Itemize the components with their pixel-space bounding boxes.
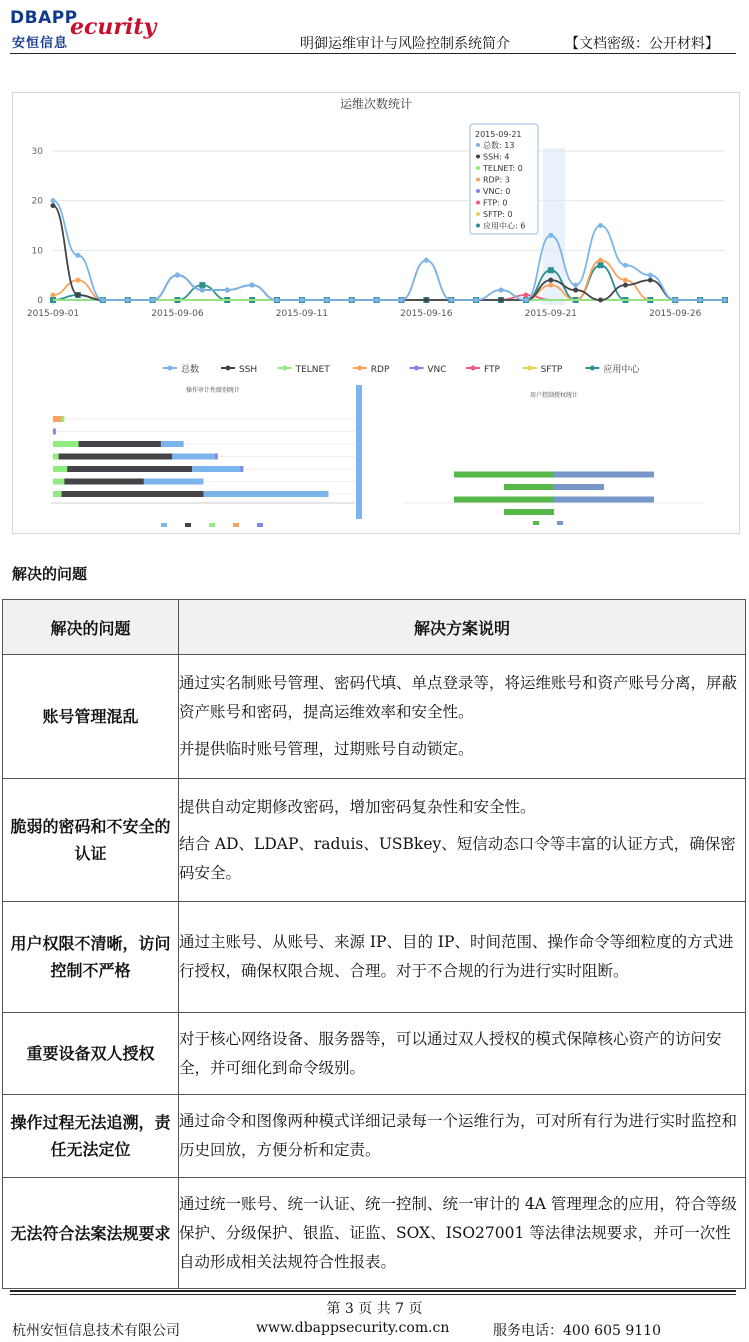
footer-divider-thin — [10, 1294, 736, 1295]
table-row — [3, 1095, 746, 1178]
data-point — [523, 298, 528, 303]
solution-cell — [179, 779, 746, 902]
mini-chart-right — [403, 391, 705, 525]
tooltip-line: FTP: 0 — [483, 198, 508, 208]
tooltip-marker — [476, 201, 480, 205]
tooltip-line: 总数: 13 — [483, 141, 515, 150]
mini-chart-left-title: 操作审计性级别统计 — [185, 387, 241, 394]
y-tick-label: 10 — [31, 246, 43, 257]
legend-label: FTP — [484, 365, 500, 375]
mini-bar — [62, 416, 65, 422]
mini-bar-green — [504, 509, 554, 515]
mini-bar — [204, 491, 329, 497]
mini-bar-blue — [554, 484, 604, 490]
data-point — [150, 298, 155, 303]
data-point — [100, 298, 105, 303]
problem-cell: 账号管理混乱 — [3, 655, 179, 779]
data-point — [499, 298, 504, 303]
legend-label: SSH — [239, 365, 258, 375]
company-logo: DBAPP — [10, 8, 78, 28]
chart-tooltip — [470, 124, 538, 234]
data-point — [598, 223, 603, 228]
company-logo-cn: 安恒信息 — [12, 36, 69, 51]
data-point — [51, 203, 56, 208]
table-header-solution: 解决方案说明 — [179, 600, 746, 655]
data-point — [723, 298, 728, 303]
mini-chart-left — [51, 385, 362, 527]
data-point — [623, 278, 628, 283]
tooltip-date: 2015-09-21 — [475, 130, 522, 139]
mini-bar — [53, 429, 56, 435]
table-header-row — [3, 600, 746, 655]
x-tick-label: 2015-09-01 — [26, 309, 80, 319]
problem-cell: 无法符合法案法规要求 — [3, 1178, 179, 1289]
mini-bar-green — [454, 472, 554, 478]
mini-bar-blue — [554, 497, 654, 503]
data-point — [299, 298, 304, 303]
data-point — [399, 298, 404, 303]
y-tick-label: 0 — [37, 296, 43, 306]
data-point — [623, 263, 628, 268]
legend-marker — [414, 366, 419, 371]
x-tick-label: 2015-09-21 — [524, 309, 577, 319]
legend-marker — [226, 366, 231, 371]
legend-marker — [590, 366, 595, 371]
footer-phone: 服务电话：400 605 9110 — [493, 1323, 661, 1339]
problem-cell: 脆弱的密码和不安全的认证 — [3, 779, 179, 902]
mini-bar — [64, 479, 144, 485]
data-point — [648, 278, 653, 283]
mini-bar — [53, 479, 64, 485]
mini-bar — [53, 491, 62, 497]
header-divider — [10, 53, 736, 54]
page-number: 第 3 页 共 7 页 — [326, 1301, 423, 1317]
solution-text: 通过统一账号、统一认证、统一控制、统一审计的 4A 管理理念的应用，符合等级保护、分级保护、银监、证监、SOX、ISO27001 等法律法规要求，并可一次性自动形成相关法规符合性报表。 — [179, 1194, 737, 1271]
section-heading: 解决的问题 — [12, 565, 88, 583]
mini-legend-swatch — [161, 523, 167, 527]
data-point — [548, 267, 554, 273]
chart-title: 运维次数统计 — [339, 97, 413, 111]
x-tick-label: 2015-09-16 — [400, 309, 453, 319]
legend-label: TELNET — [295, 365, 330, 375]
tooltip-marker — [476, 212, 480, 216]
solution-text: 通过主账号、从账号、来源 IP、目的 IP、时间范围、操作命令等细粒度的方式进行授权，确保权限合规、合理。对于不合规的行为进行实时阻断。 — [179, 933, 734, 980]
solution-cell — [179, 1095, 746, 1178]
footer-company: 杭州安恒信息技术有限公司 — [12, 1323, 180, 1339]
problem-solution-table — [2, 599, 746, 1289]
data-point — [374, 298, 379, 303]
mini-chart-right-title: 用户控制授权统计 — [529, 392, 579, 399]
problem-cell: 用户权限不清晰，访问控制不严格 — [3, 902, 179, 1013]
solution-text: 并提供临时账号管理，过期账号自动锁定。 — [179, 740, 474, 758]
data-point — [75, 253, 80, 258]
legend-marker — [471, 366, 476, 371]
mini-chart-scrollbar — [356, 385, 362, 519]
data-point — [349, 298, 354, 303]
data-point — [424, 298, 429, 303]
solution-text: 通过实名制账号管理、密码代填、单点登录等，将运维账号和资产账号分离，屏蔽资产账号和密码，提高运维效率和安全性。 — [179, 674, 738, 721]
data-point — [225, 288, 230, 293]
solution-text: 提供自动定期修改密码，增加密码复杂性和安全性。 — [179, 797, 536, 816]
legend-marker — [527, 366, 532, 371]
x-tick-label: 2015-09-06 — [151, 309, 204, 319]
mini-legend-swatch — [185, 523, 191, 527]
classification-label: 【文档密级：公开材料】 — [565, 36, 719, 52]
data-point — [573, 283, 578, 288]
tooltip-marker — [476, 224, 480, 228]
mini-bar — [67, 466, 192, 472]
document-title: 明御运维审计与风险控制系统简介 — [300, 36, 510, 52]
legend-label: SFTP — [540, 365, 563, 375]
table-row — [3, 779, 746, 902]
mini-bar — [59, 454, 173, 460]
data-point — [548, 233, 553, 238]
tooltip-marker — [476, 166, 480, 170]
table-row — [3, 1178, 746, 1289]
data-point — [698, 298, 703, 303]
data-point — [424, 258, 429, 263]
data-point — [51, 293, 56, 298]
data-point — [75, 293, 80, 298]
legend-label: RDP — [370, 365, 390, 375]
tooltip-marker — [476, 155, 480, 159]
series-line-应用中心 — [53, 265, 725, 300]
tooltip-line: SSH: 4 — [483, 152, 510, 162]
data-point — [125, 298, 130, 303]
data-point — [474, 298, 479, 303]
mini-bar — [79, 441, 161, 447]
company-logo-script: ecurity — [70, 14, 157, 40]
tooltip-marker — [476, 178, 480, 182]
footer-divider — [10, 1290, 736, 1292]
mini-bar — [240, 466, 243, 472]
data-point — [250, 283, 255, 288]
statistics-figure — [12, 92, 740, 534]
x-tick-label: 2015-09-26 — [649, 309, 702, 319]
solution-cell — [179, 1013, 746, 1095]
problem-cell: 重要设备双人授权 — [3, 1013, 179, 1095]
problem-cell: 操作过程无法追溯，责任无法定位 — [3, 1095, 179, 1178]
mini-bar — [192, 466, 240, 472]
data-point — [324, 298, 329, 303]
data-point — [175, 273, 180, 278]
solution-text: 通过命令和图像两种模式详细记录每一个运维行为，可对所有行为进行实时监控和历史回放，方便分析和定责。 — [179, 1112, 738, 1159]
mini-bar — [53, 416, 62, 422]
mini-bar — [62, 491, 204, 497]
data-point — [499, 288, 504, 293]
data-point — [548, 283, 553, 288]
data-point — [623, 283, 628, 288]
data-point — [648, 273, 653, 278]
data-point — [523, 293, 528, 298]
solution-cell — [179, 902, 746, 1013]
legend-marker — [357, 366, 362, 371]
y-tick-label: 20 — [31, 196, 43, 207]
mini-bar — [53, 441, 79, 447]
solution-cell — [179, 655, 746, 779]
tooltip-line: TELNET: 0 — [483, 164, 523, 173]
solution-text: 对于核心网络设备、服务器等，可以通过双人授权的模式保障核心资产的访问安全，并可细化到命令级别。 — [179, 1029, 722, 1077]
tooltip-line: VNC: 0 — [483, 187, 511, 196]
data-point — [598, 298, 603, 303]
table-row — [3, 655, 746, 779]
solution-text: 结合 AD、LDAP、raduis、USBkey、短信动态口令等丰富的认证方式，确保密码安全。 — [179, 834, 736, 882]
mini-legend-swatch — [257, 523, 263, 527]
table-row — [3, 1013, 746, 1095]
mini-bar — [172, 454, 215, 460]
tooltip-marker — [476, 143, 480, 147]
legend-label: 总数 — [181, 365, 200, 375]
mini-bar — [144, 479, 204, 485]
ops-count-chart — [13, 93, 739, 533]
mini-bar-green — [504, 484, 554, 490]
tooltip-line: RDP: 3 — [483, 175, 510, 185]
mini-legend-swatch — [557, 521, 563, 525]
mini-bar — [161, 441, 184, 447]
mini-legend-swatch — [533, 521, 539, 525]
data-point — [75, 278, 80, 283]
table-row — [3, 902, 746, 1013]
tooltip-line: SFTP: 0 — [483, 210, 513, 219]
data-point — [275, 298, 280, 303]
mini-legend-swatch — [233, 523, 239, 527]
tooltip-line: 应用中心: 6 — [483, 221, 526, 231]
data-point — [449, 298, 454, 303]
mini-legend-swatch — [209, 523, 215, 527]
solution-cell — [179, 1178, 746, 1289]
data-point — [199, 282, 205, 288]
data-point — [673, 298, 678, 303]
mini-bar-green — [454, 497, 554, 503]
legend-marker — [168, 366, 173, 371]
legend-label: 应用中心 — [603, 365, 640, 375]
footer-url: www.dbappsecurity.com.cn — [256, 1320, 450, 1336]
x-tick-label: 2015-09-11 — [275, 309, 329, 319]
mini-bar — [215, 454, 218, 460]
mini-bar — [53, 466, 67, 472]
tooltip-marker — [476, 189, 480, 193]
data-point — [598, 262, 604, 268]
y-tick-label: 30 — [31, 147, 43, 157]
data-point — [573, 288, 578, 293]
data-point — [200, 288, 205, 293]
data-point — [51, 198, 56, 203]
data-point — [548, 278, 553, 283]
legend-marker — [282, 366, 287, 371]
legend-label: VNC — [427, 365, 447, 375]
mini-bar — [53, 454, 59, 460]
table-header-problem: 解决的问题 — [3, 600, 179, 655]
data-point — [598, 258, 603, 263]
mini-bar-blue — [554, 472, 654, 478]
